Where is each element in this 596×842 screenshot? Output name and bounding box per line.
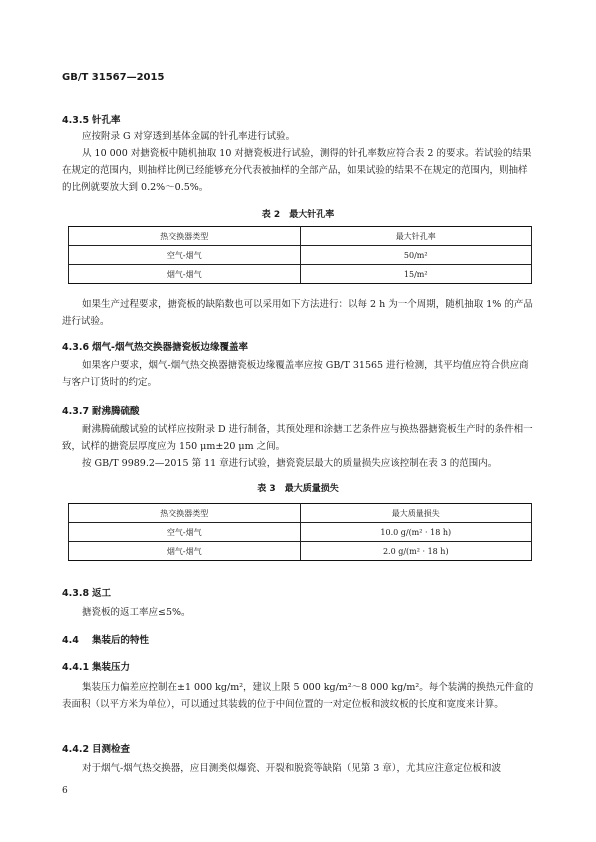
paragraph-text: 如果生产过程要求，搪瓷板的缺陷数也可以采用如下方法进行：以每 2 h 为一个周期，随机抽取 1% 的产品进行试验。	[62, 299, 533, 327]
paragraph	[62, 604, 536, 621]
paragraph	[62, 145, 536, 196]
section-title: 返工	[92, 588, 112, 599]
paragraph-text: 集装压力偏差应控制在±1 000 kg/m²，建议上限 5 000 kg/m²～8 000 kg/m²。每个装满的换热元件盒的表面积（以平方米为单位），可以通过其装载的位于中间位置的一对定位板和波纹板的长度和宽度来计算。	[62, 682, 534, 710]
section-number: 4.3.7	[62, 406, 90, 417]
table-cell: 空气-烟气	[69, 246, 301, 265]
table-2	[68, 226, 532, 284]
section-number: 4.4.2	[62, 744, 90, 755]
table-2-caption: 表 2 最大针孔率	[261, 210, 335, 220]
section-title: 目测检查	[92, 744, 131, 755]
table-cell: 2.0 g/(m² · 18 h)	[300, 542, 532, 561]
section-heading-4-4-2	[62, 741, 130, 755]
section-number: 4.3.8	[62, 588, 90, 599]
section-heading-4-4	[62, 632, 149, 646]
paragraph-text: 如果客户要求，烟气-烟气热交换器搪瓷板边缘覆盖率应按 GB/T 31565 进行检测，其平均值应符合供应商与客户订货时的约定。	[62, 360, 529, 388]
table-cell: 烟气-烟气	[69, 542, 301, 561]
section-heading-4-3-6	[62, 339, 248, 353]
paragraph	[62, 421, 536, 455]
table-cell: 烟气-烟气	[69, 265, 301, 284]
section-title: 耐沸腾硫酸	[92, 406, 140, 417]
section-number: 4.4	[62, 635, 79, 646]
section-heading-4-3-5	[62, 112, 121, 126]
table-cell: 50/m²	[300, 246, 532, 265]
table-3-caption: 表 3 最大质量损失	[257, 484, 339, 494]
paragraph	[62, 679, 536, 713]
column-header: 热交换器类型	[69, 227, 301, 246]
table-row	[69, 265, 532, 284]
paragraph-text: 搪瓷板的返工率应≤5%。	[82, 607, 191, 618]
standard-code: GB/T 31567—2015	[62, 72, 165, 83]
section-title: 针孔率	[92, 115, 121, 126]
paragraph	[62, 357, 536, 391]
paragraph-text: 对于烟气-烟气热交换器，应目测类似爆瓷、开裂和脱瓷等缺陷（见第 3 章），尤其应注意定位板和波	[82, 763, 502, 774]
paragraph-text: 耐沸腾硫酸试验的试样应按附录 D 进行制备，其预处理和涂搪工艺条件应与换热器搪瓷板生产时的条件相一致，试样的搪瓷层厚度应为 150 μm±20 μm 之间。	[62, 424, 533, 452]
table-row	[69, 246, 532, 265]
section-number: 4.3.5	[62, 115, 90, 126]
paragraph-text: 按 GB/T 9989.2—2015 第 11 章进行试验，搪瓷瓷层最大的质量损失应该控制在表 3 的范围内。	[82, 458, 498, 469]
section-title: 集装压力	[92, 662, 131, 673]
section-number: 4.3.6	[62, 342, 90, 353]
column-header: 热交换器类型	[69, 504, 301, 523]
section-title: 烟气-烟气热交换器搪瓷板边缘覆盖率	[92, 342, 248, 353]
table-header-row	[69, 227, 532, 246]
section-number: 4.4.1	[62, 662, 90, 673]
table-row	[69, 542, 532, 561]
paragraph-text: 从 10 000 对搪瓷板中随机抽取 10 对搪瓷板进行试验，测得的针孔率数应符合表 2 的要求。若试验的结果在规定的范围内，则抽样比例已经能够充分代表被抽样的全部产品，如果试验的结果不在规定的范围内，则抽样的比例就要放大到 0.2%～0.5%。	[62, 148, 532, 193]
column-header: 最大质量损失	[300, 504, 532, 523]
paragraph	[62, 760, 536, 777]
table-cell: 15/m²	[300, 265, 532, 284]
section-title: 集装后的特性	[92, 635, 150, 646]
page-number: 6	[62, 786, 68, 796]
section-heading-4-4-1	[62, 659, 130, 673]
paragraph	[62, 455, 536, 472]
table-cell: 空气-烟气	[69, 523, 301, 542]
paragraph-text: 应按附录 G 对穿透到基体金属的针孔率进行试验。	[82, 131, 296, 142]
section-heading-4-3-7	[62, 403, 140, 417]
paragraph	[62, 296, 536, 330]
column-header: 最大针孔率	[300, 227, 532, 246]
table-row	[69, 523, 532, 542]
paragraph	[62, 128, 536, 145]
section-heading-4-3-8	[62, 585, 111, 599]
table-header-row	[69, 504, 532, 523]
table-cell: 10.0 g/(m² · 18 h)	[300, 523, 532, 542]
table-3	[68, 503, 532, 561]
